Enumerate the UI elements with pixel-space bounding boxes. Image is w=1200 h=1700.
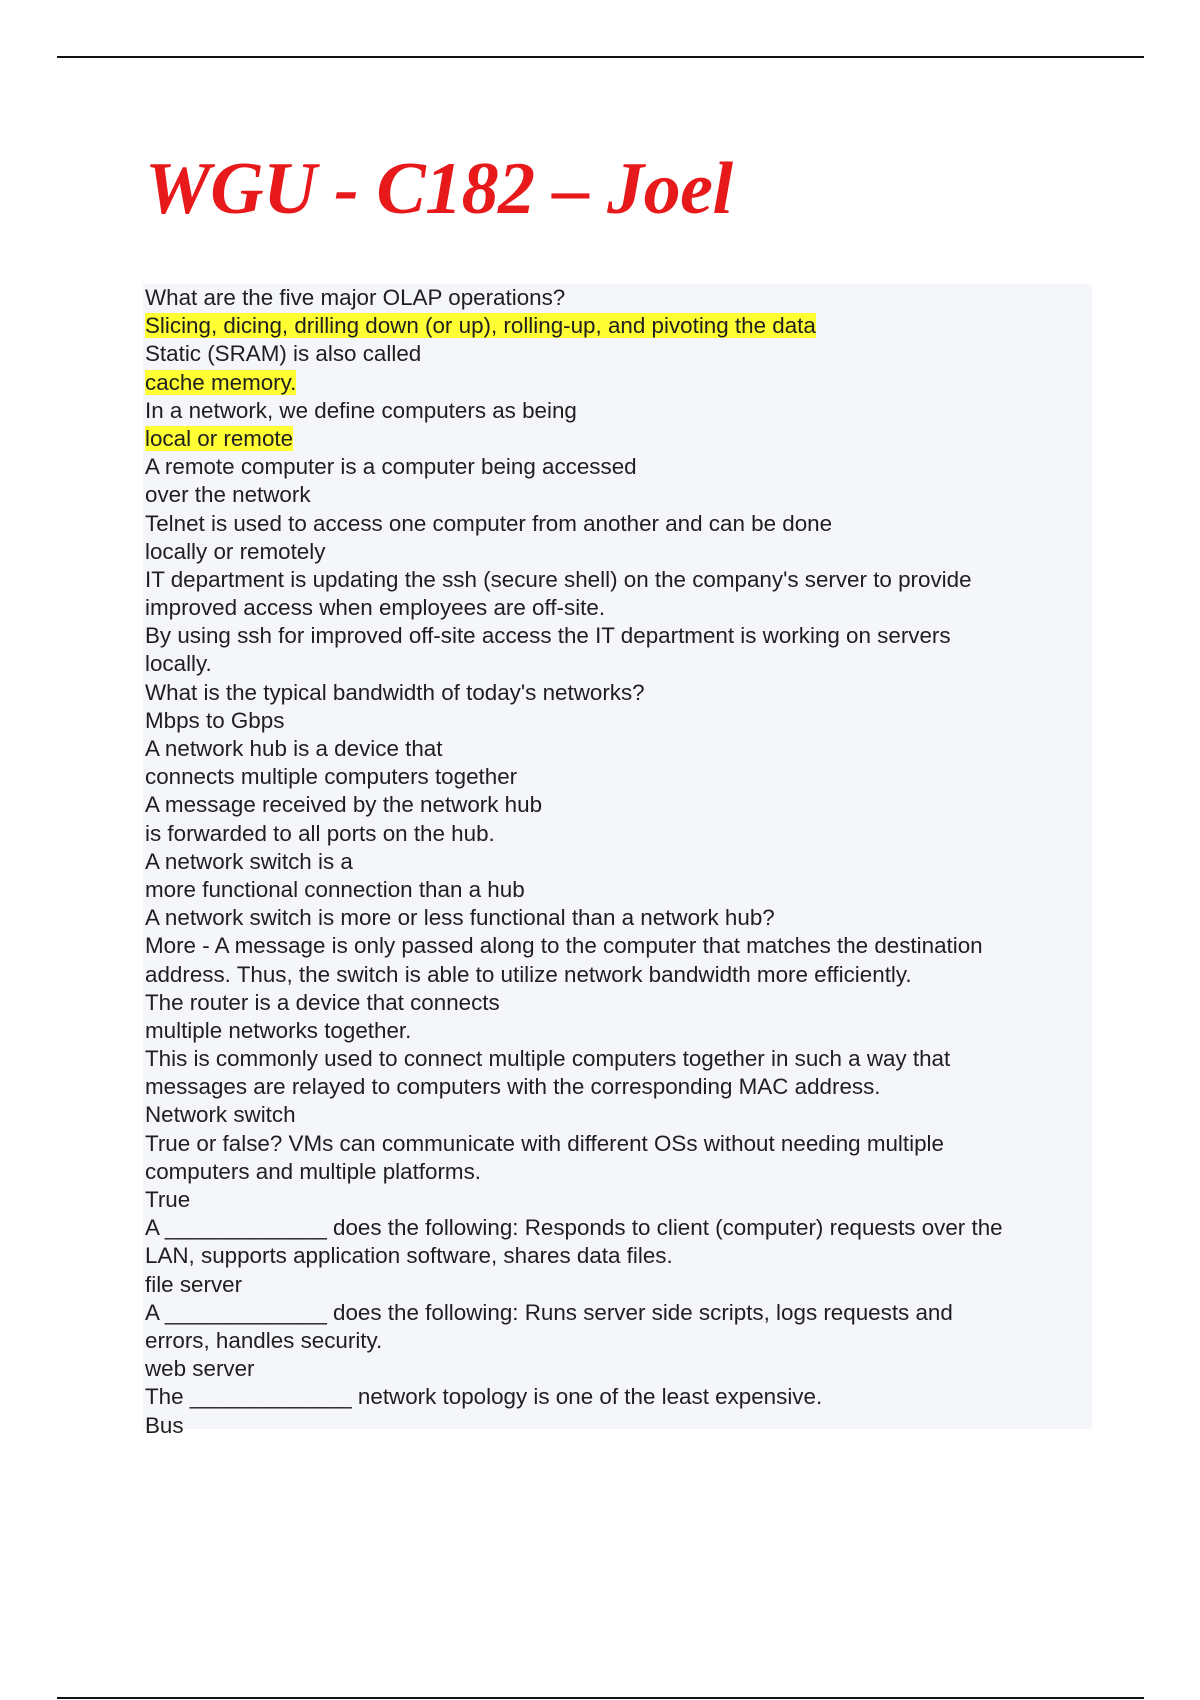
line-text: True bbox=[145, 1187, 191, 1212]
line-text: over the network bbox=[145, 482, 311, 508]
document-title: WGU - C182 – Joel bbox=[145, 148, 733, 230]
line-text: LAN, supports application software, shares data files. bbox=[145, 1243, 673, 1269]
text-line bbox=[145, 340, 1003, 368]
line-text: more functional connection than a hub bbox=[145, 876, 525, 902]
text-line bbox=[145, 481, 1003, 509]
line-text: Telnet is used to access one computer from another and can be done bbox=[145, 510, 833, 536]
line-text: IT department is updating the ssh (secure shell) on the company's server to provide bbox=[145, 566, 972, 592]
line-text: locally or remotely bbox=[145, 538, 326, 564]
text-line bbox=[145, 397, 1003, 425]
text-line bbox=[145, 1101, 1003, 1129]
line-text: computers and multiple platforms. bbox=[145, 1158, 482, 1184]
line-text: connects multiple computers together bbox=[145, 764, 518, 790]
highlighted-answer: cache memory. bbox=[145, 369, 297, 395]
line-text: Network switch bbox=[145, 1102, 296, 1128]
line-text: In a network, we define computers as being bbox=[145, 397, 577, 423]
text-line bbox=[145, 284, 1003, 312]
text-line bbox=[145, 961, 1003, 989]
text-line bbox=[145, 1383, 1003, 1411]
line-text: file server bbox=[145, 1271, 243, 1297]
line-text: improved access when employees are off-site. bbox=[145, 595, 606, 621]
text-line bbox=[145, 791, 1003, 819]
line-text: What are the five major OLAP operations? bbox=[145, 285, 566, 310]
highlighted-answer: local or remote bbox=[145, 425, 294, 451]
line-text: A _____________ does the following: Runs server side scripts, logs requests and bbox=[145, 1299, 953, 1325]
text-line bbox=[145, 679, 1003, 707]
line-text: The router is a device that connects bbox=[145, 989, 500, 1015]
line-text: The _____________ network topology is one of the least expensive. bbox=[145, 1384, 823, 1410]
text-line bbox=[145, 369, 1003, 397]
text-line bbox=[145, 425, 1003, 453]
text-line bbox=[145, 312, 1003, 340]
text-line bbox=[145, 538, 1003, 566]
line-text: Static (SRAM) is also called bbox=[145, 341, 422, 367]
line-text: locally. bbox=[145, 651, 212, 677]
text-line bbox=[145, 848, 1003, 876]
text-line bbox=[145, 1271, 1003, 1299]
line-text: is forwarded to all ports on the hub. bbox=[145, 820, 495, 846]
line-text: multiple networks together. bbox=[145, 1017, 412, 1043]
line-text: A network switch is more or less functional than a network hub? bbox=[145, 905, 775, 931]
text-line bbox=[145, 763, 1003, 791]
text-line bbox=[145, 904, 1003, 932]
text-line bbox=[145, 1214, 1003, 1242]
bottom-rule bbox=[57, 1697, 1144, 1699]
qa-list bbox=[145, 284, 1003, 1440]
line-text: What is the typical bandwidth of today's networks? bbox=[145, 679, 645, 705]
highlighted-answer: Slicing, dicing, drilling down (or up), rolling-up, and pivoting the data bbox=[145, 313, 816, 339]
line-text: messages are relayed to computers with the corresponding MAC address. bbox=[145, 1074, 881, 1100]
text-line bbox=[145, 510, 1003, 538]
line-text: This is commonly used to connect multiple computers together in such a way that bbox=[145, 1046, 951, 1072]
line-text: A network hub is a device that bbox=[145, 736, 443, 761]
line-text: A network switch is a bbox=[145, 848, 353, 874]
line-text: Bus bbox=[145, 1412, 184, 1438]
line-text: A _____________ does the following: Responds to client (computer) requests over the bbox=[145, 1215, 1003, 1241]
text-line bbox=[145, 1242, 1003, 1270]
line-text: Mbps to Gbps bbox=[145, 707, 285, 733]
text-line bbox=[145, 820, 1003, 848]
text-line bbox=[145, 650, 1003, 678]
text-line bbox=[145, 1130, 1003, 1158]
line-text: By using ssh for improved off-site access the IT department is working on servers bbox=[145, 623, 951, 649]
text-line bbox=[145, 876, 1003, 904]
line-text: A remote computer is a computer being accessed bbox=[145, 454, 637, 480]
line-text: True or false? VMs can communicate with different OSs without needing multiple bbox=[145, 1130, 944, 1156]
text-line bbox=[145, 1186, 1003, 1214]
text-line bbox=[145, 1412, 1003, 1440]
line-text: web server bbox=[145, 1356, 255, 1382]
text-line bbox=[145, 622, 1003, 650]
text-line bbox=[145, 989, 1003, 1017]
line-text: address. Thus, the switch is able to utilize network bandwidth more efficiently. bbox=[145, 961, 912, 987]
text-line bbox=[145, 566, 1003, 594]
text-line bbox=[145, 1299, 1003, 1327]
top-rule bbox=[57, 56, 1144, 58]
text-line bbox=[145, 1327, 1003, 1355]
text-line bbox=[145, 932, 1003, 960]
text-line bbox=[145, 594, 1003, 622]
study-content bbox=[143, 284, 1092, 1438]
line-text: More - A message is only passed along to the computer that matches the destination bbox=[145, 933, 983, 959]
text-line bbox=[145, 1045, 1003, 1073]
text-line bbox=[145, 735, 1003, 763]
text-line bbox=[145, 1073, 1003, 1101]
line-text: A message received by the network hub bbox=[145, 792, 543, 818]
text-line bbox=[145, 1355, 1003, 1383]
text-line bbox=[145, 1017, 1003, 1045]
text-line bbox=[145, 453, 1003, 481]
text-line bbox=[145, 1158, 1003, 1186]
line-text: errors, handles security. bbox=[145, 1327, 383, 1353]
text-line bbox=[145, 707, 1003, 735]
